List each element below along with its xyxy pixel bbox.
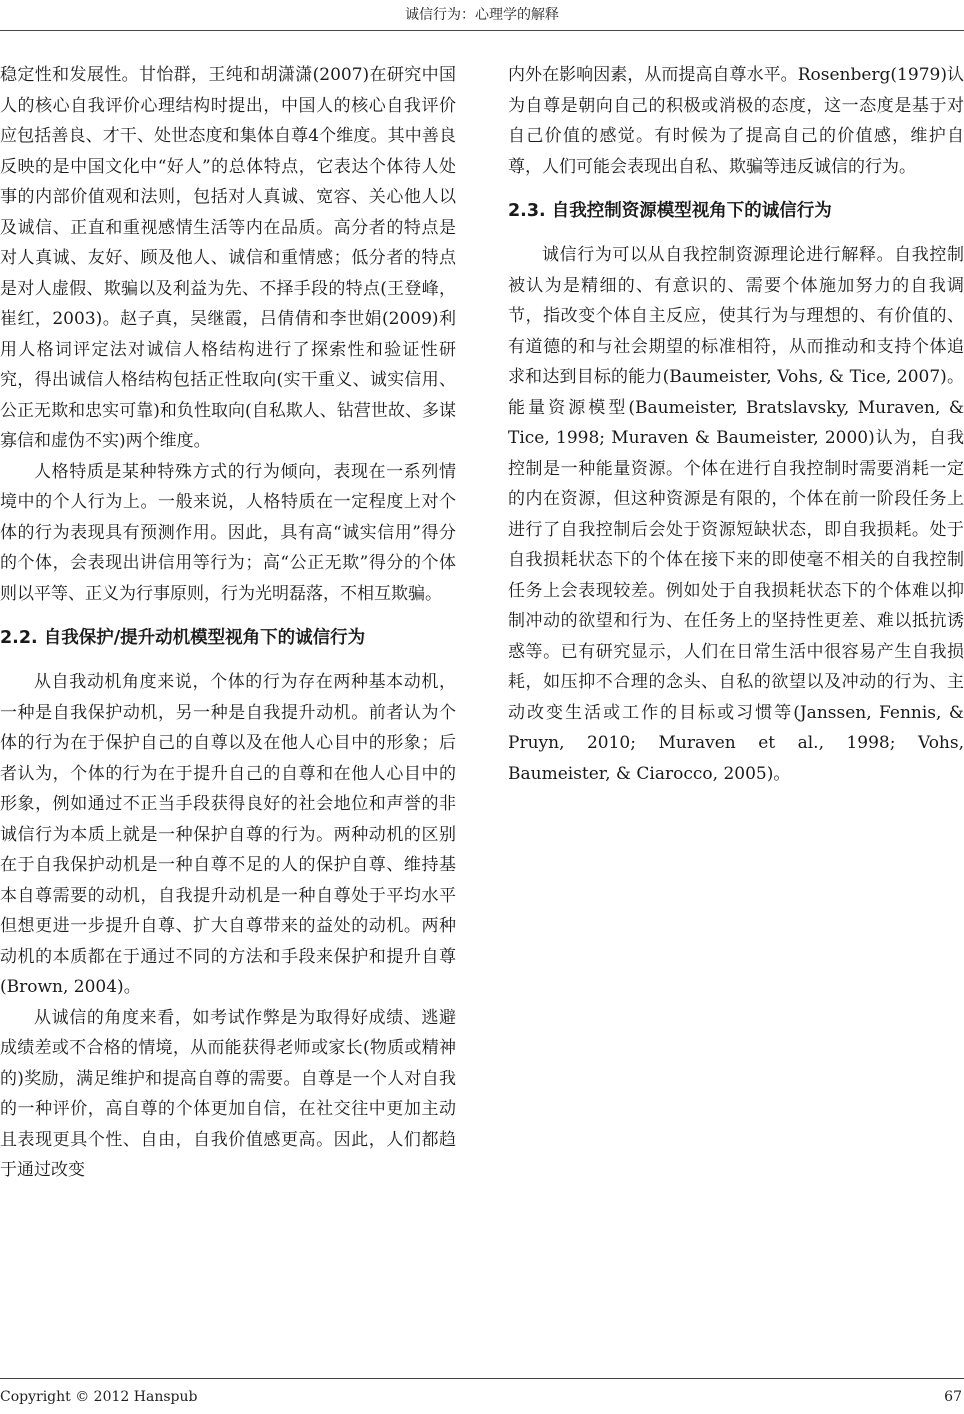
right-column — [508, 60, 964, 1370]
left-column — [0, 60, 456, 1370]
paragraph: 从诚信的角度来看，如考试作弊是为取得好成绩、逃避成绩差或不合格的情境，从而能获得老师或家长(物质或精神的)奖励，满足维护和提高自尊的需要。自尊是一个人对自我的一种评价，高自尊的个体更加自信，在社交往中更加主动且表现更具个性、自由，自我价值感更高。因此，人们都趋于通过改变 — [0, 1007, 456, 1180]
paragraph: 从自我动机角度来说，个体的行为存在两种基本动机，一种是自我保护动机，另一种是自我提升动机。前者认为个体的行为在于保护自己的自尊以及在他人心目中的形象；后者认为，个体的行为在于提升自己的自尊和在他人心目中的形象，例如通过不正当手段获得良好的社会地位和声誉的非诚信行为本质上就是一种保护自尊的行为。两种动机的区别在于自我保护动机是一种自尊不足的人的保护自尊、维持基本自尊需要的动机，自我提升动机是一种自尊处于平均水平但想更进一步提升自尊、扩大自尊带来的益处的动机。两种动机的本质都在于通过不同的方法和手段来保护和提升自尊(Brown, 2004)。 — [0, 672, 456, 997]
copyright: Copyright © 2012 Hanspub — [0, 1389, 198, 1405]
page-number: 67 — [944, 1389, 962, 1405]
header-rule — [0, 30, 964, 31]
paragraph: 稳定性和发展性。甘怡群，王纯和胡潇潇(2007)在研究中国人的核心自我评价心理结构时提出，中国人的核心自我评价应包括善良、才干、处世态度和集体自尊4个维度。其中善良反映的是中国文化中“好人”的总体特点，它表达个体待人处事的内部价值观和法则，包括对人真诚、宽容、关心他人以及诚信、正直和重视感情生活等内在品质。高分者的特点是对人真诚、友好、顾及他人、诚信和重情感；低分者的特点是对人虚假、欺骗以及利益为先、不择手段的特点(王登峰，崔红，2003)。赵子真，吴继霞，吕倩倩和李世娟(2009)利用人格词评定法对诚信人格结构进行了探索性和验证性研究，得出诚信人格结构包括正性取向(实干重义、诚实信用、公正无欺和忠实可靠)和负性取向(自私欺人、钻营世故、多谋寡信和虚伪不实)两个维度。 — [0, 65, 456, 451]
running-title: 诚信行为：心理学的解释 — [405, 7, 559, 23]
section-heading: 2.2. 自我保护/提升动机模型视角下的诚信行为 — [0, 628, 366, 648]
paragraph: 内外在影响因素，从而提高自尊水平。Rosenberg(1979)认为自尊是朝向自己的积极或消极的态度，这一态度是基于对自己价值的感觉。有时候为了提高自己的价值感，维护自尊，人们可能会表现出自私、欺骗等违反诚信的行为。 — [508, 65, 964, 177]
section-heading: 2.3. 自我控制资源模型视角下的诚信行为 — [508, 201, 832, 221]
paragraph: 人格特质是某种特殊方式的行为倾向，表现在一系列情境中的个人行为上。一般来说，人格特质在一定程度上对个体的行为表现具有预测作用。因此，具有高“诚实信用”得分的个体，会表现出讲信用等行为；高“公正无欺”得分的个体则以平等、正义为行事原则，行为光明磊落，不相互欺骗。 — [0, 461, 456, 604]
paragraph: 诚信行为可以从自我控制资源理论进行解释。自我控制被认为是精细的、有意识的、需要个体施加努力的自我调节，指改变个体自主反应，使其行为与理想的、有价值的、有道德的和与社会期望的标准相符，从而推动和支持个体追求和达到目标的能力(Baumeister, Vohs, & Tice, 2007)。能量资源模型(Baumeister, Bratslavsky, Muraven, & Tice, 1998; Muraven & Baumeister, 2000)认为，自我控制是一种能量资源。个体在进行自我控制时需要消耗一定的内在资源，但这种资源是有限的，个体在前一阶段任务上进行了自我控制后会处于资源短缺状态，即自我损耗。处于自我损耗状态下的个体在接下来的即使毫不相关的自我控制任务上会表现较差。例如处于自我损耗状态下的个体难以抑制冲动的欲望和行为、在任务上的坚持性更差、难以抵抗诱惑等。已有研究显示，人们在日常生活中很容易产生自我损耗，如压抑不合理的念头、自私的欲望以及冲动的行为、主动改变生活或工作的目标或习惯等(Janssen, Fennis, & Pruyn, 2010; Muraven et al., 1998; Vohs, Baumeister, & Ciarocco, 2005)。 — [508, 245, 964, 784]
footer-rule — [0, 1378, 964, 1379]
